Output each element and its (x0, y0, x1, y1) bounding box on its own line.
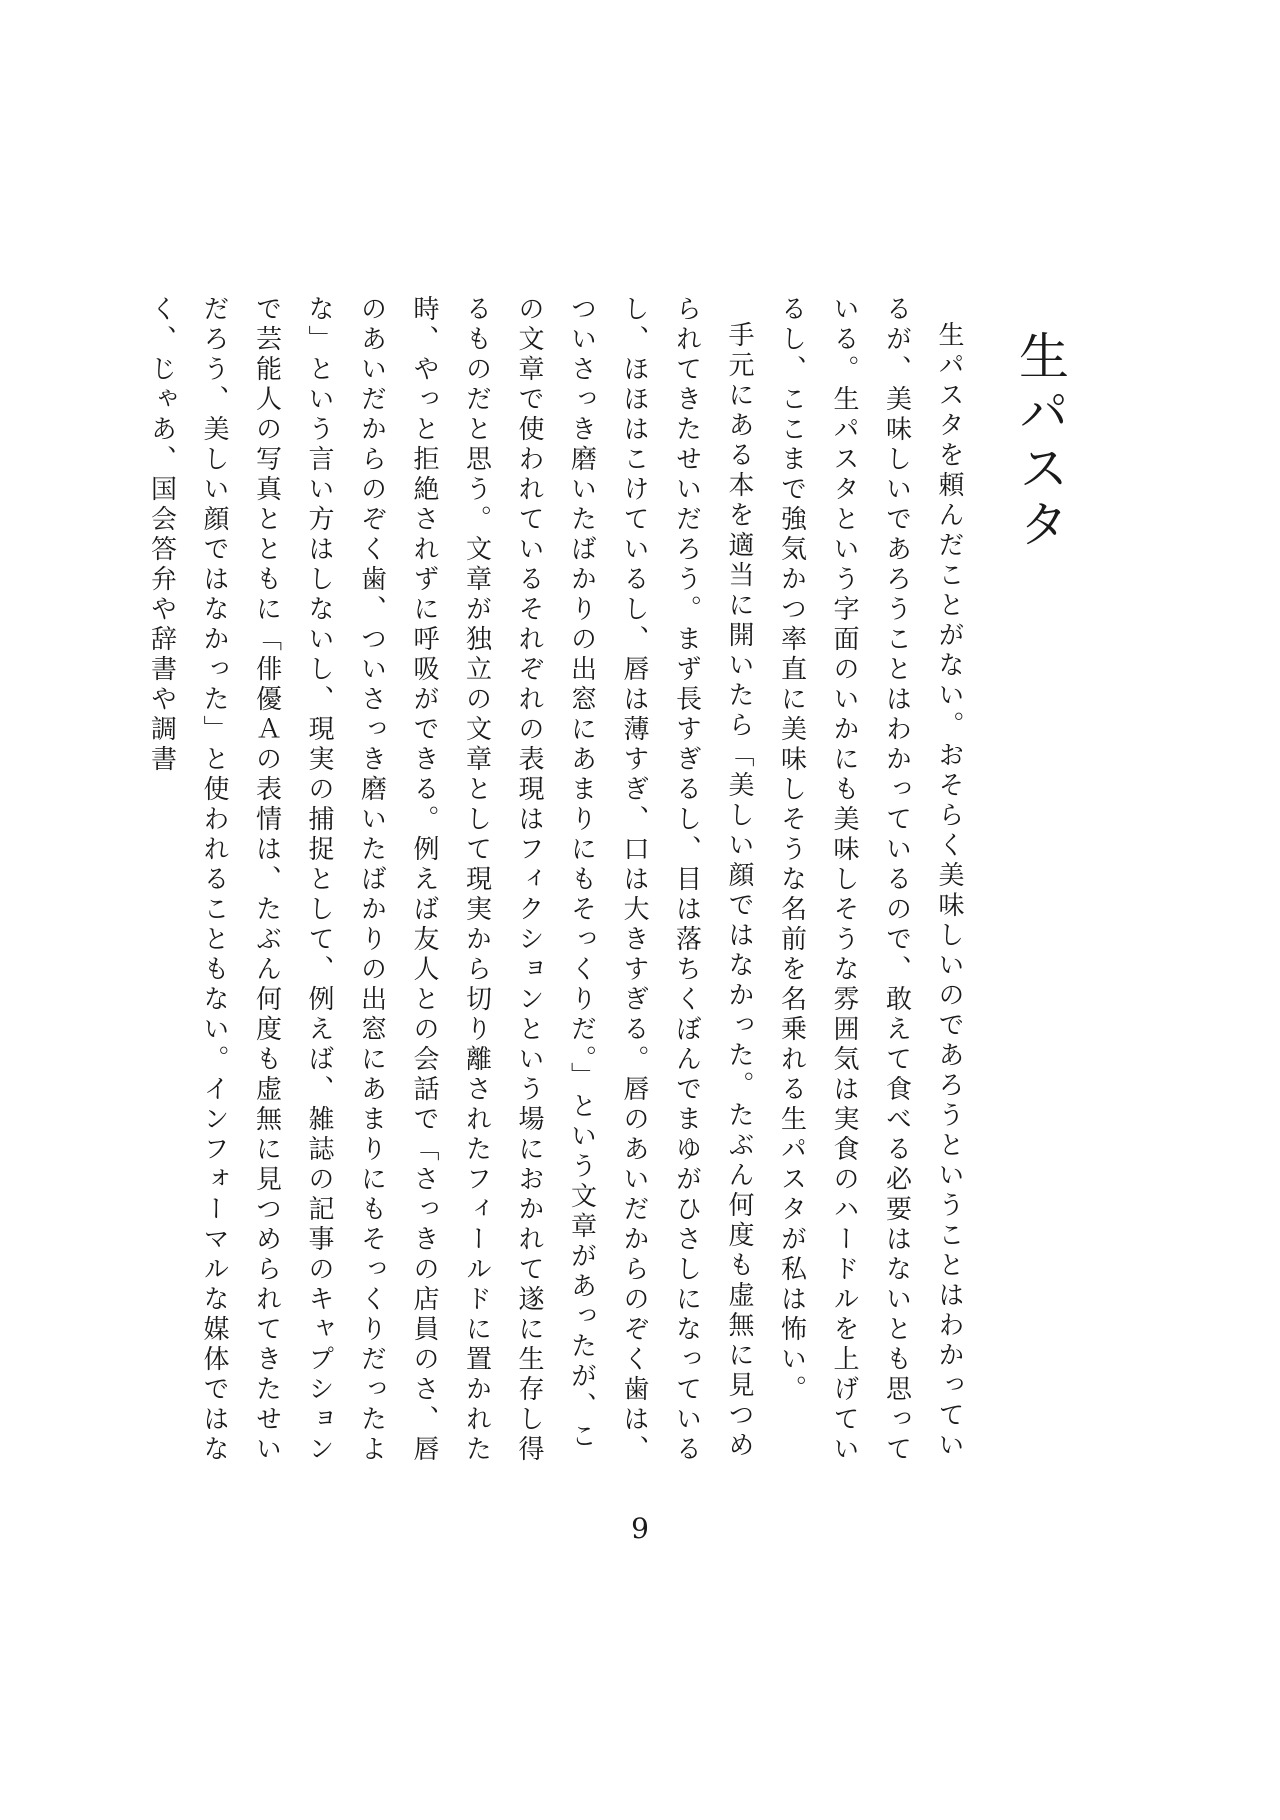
body-text (146, 295, 975, 1480)
page-number: 9 (631, 1512, 649, 1545)
paragraph-1: 生パスタを頼んだことがない。おそらく美味しいのであろうということはわかっているが、美味しいであろうことはわかっているので、敢えて食べる必要はないとも思っている。生パスタという字面のいかにも美味しそうな雰囲気は実食のハードルを上げているし、ここまで強気かつ率直に美味しそうな名前を名乗れる生パスタが私は怖い。 (776, 295, 964, 1465)
paragraph-2: 手元にある本を適当に開いたら「美しい顔ではなかった。たぶん何度も虚無に見つめられてきたせいだろう。まず長すぎるし、目は落ちくぼんでまゆがひさしになっているし、ほほはこけているし、唇は薄すぎ、口は大きすぎる。唇のあいだからのぞく歯は、ついさっき磨いたばかりの出窓にあまりにもそっくりだ。」という文章があったが、この文章で使われているそれぞれの表現はフィクションという場におかれて遂に生存し得るものだと思う。文章が独立の文章として現実から切り離されたフィールドに置かれた時、やっと拒絶されずに呼吸ができる。例えば友人との会話で「さっきの店員のさ、唇のあいだからのぞく歯、ついさっき磨いたばかりの出窓にあまりにもそっくりだったよな」という言い方はしないし、現実の捕捉として、例えば、雑誌の記事のキャプションで芸能人の写真とともに「俳優Ａの表情は、たぶん何度も虚無に見つめられてきたせいだろう、美しい顔ではなかった」と使われることもない。インフォーマルな媒体ではなく、じゃあ、国会答弁や辞書や調書 (146, 295, 754, 1465)
page-title: 生パスタ (1011, 330, 1069, 554)
